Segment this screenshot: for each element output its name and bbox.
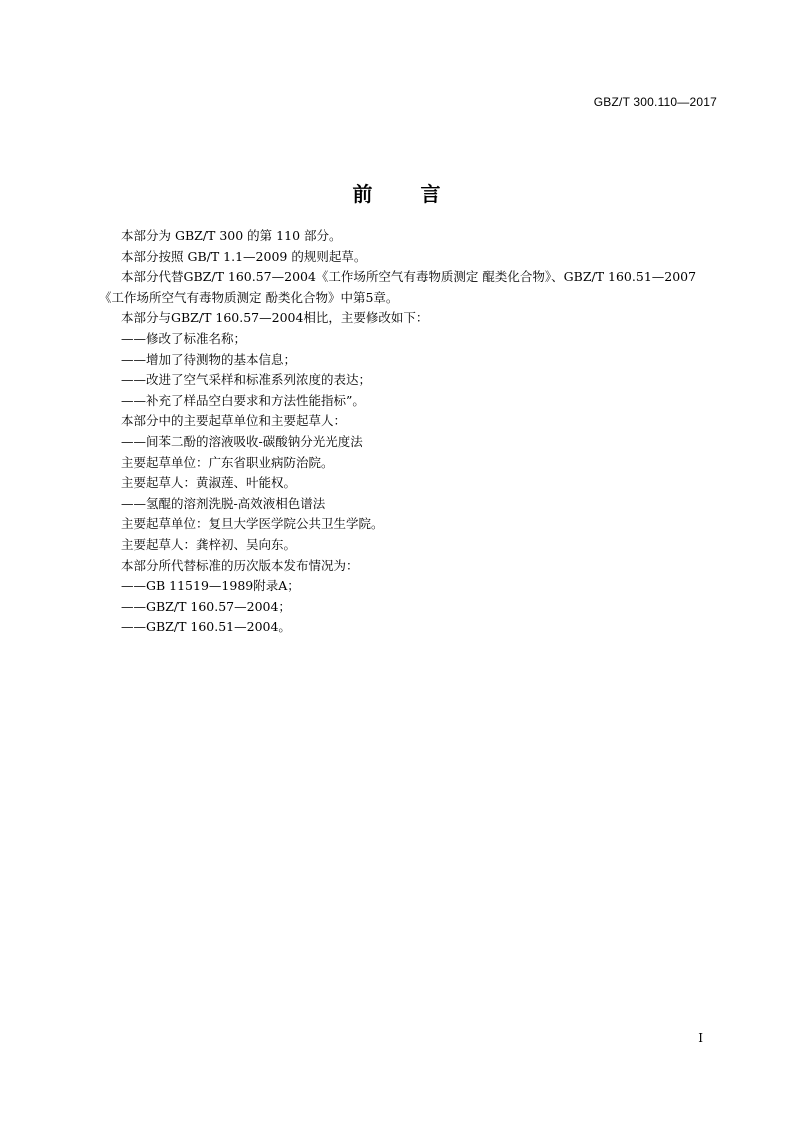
foreword-paragraph: 本部分按照 GB/T 1.1—2009 的规则起草。 xyxy=(121,248,367,264)
foreword-paragraph: 主要起草单位：复旦大学医学院公共卫生学院。 xyxy=(121,516,384,532)
foreword-paragraph: 《工作场所空气有毒物质测定 酚类化合物》中第5章。 xyxy=(99,289,399,305)
foreword-paragraph: 主要起草人：黄淑莲、叶能权。 xyxy=(121,475,297,491)
foreword-paragraph: 本部分所代替标准的历次版本发布情况为： xyxy=(121,557,359,573)
foreword-paragraph: ——GB 11519—1989附录A； xyxy=(121,578,300,594)
foreword-paragraph: ——增加了待测物的基本信息； xyxy=(121,351,297,367)
foreword-paragraph: ——修改了标准名称； xyxy=(121,330,247,346)
page-title xyxy=(0,178,793,207)
page-number: I xyxy=(698,1031,703,1045)
foreword-paragraph: ——氢醌的溶剂洗脱-高效液相色谱法 xyxy=(121,495,326,511)
foreword-paragraph: 主要起草单位：广东省职业病防治院。 xyxy=(121,454,334,470)
foreword-paragraph: ——GBZ/T 160.51—2004。 xyxy=(121,619,291,635)
foreword-paragraph: ——补充了样品空白要求和方法性能指标”。 xyxy=(121,392,365,408)
foreword-paragraph: 本部分与GBZ/T 160.57—2004相比，主要修改如下： xyxy=(121,310,429,326)
foreword-paragraph: ——改进了空气采样和标准系列浓度的表达； xyxy=(121,372,372,388)
foreword-paragraph: 主要起草人：龚梓初、吴向东。 xyxy=(121,536,297,552)
title-char-2: 言 xyxy=(420,182,441,206)
foreword-paragraph: ——GBZ/T 160.57—2004； xyxy=(121,598,291,614)
standard-code: GBZ/T 300.110—2017 xyxy=(593,95,717,109)
foreword-paragraph: 本部分中的主要起草单位和主要起草人： xyxy=(121,413,347,429)
foreword-body xyxy=(100,226,720,638)
foreword-paragraph: 本部分代替GBZ/T 160.57—2004《工作场所空气有毒物质测定 醌类化合物》、GBZ/T 160.51—2007 xyxy=(121,269,697,285)
foreword-paragraph: ——间苯二酚的溶液吸收-碳酸钠分光光度法 xyxy=(121,433,363,449)
foreword-paragraph: 本部分为 GBZ/T 300 的第 110 部分。 xyxy=(121,228,342,243)
title-char-1: 前 xyxy=(352,182,373,206)
